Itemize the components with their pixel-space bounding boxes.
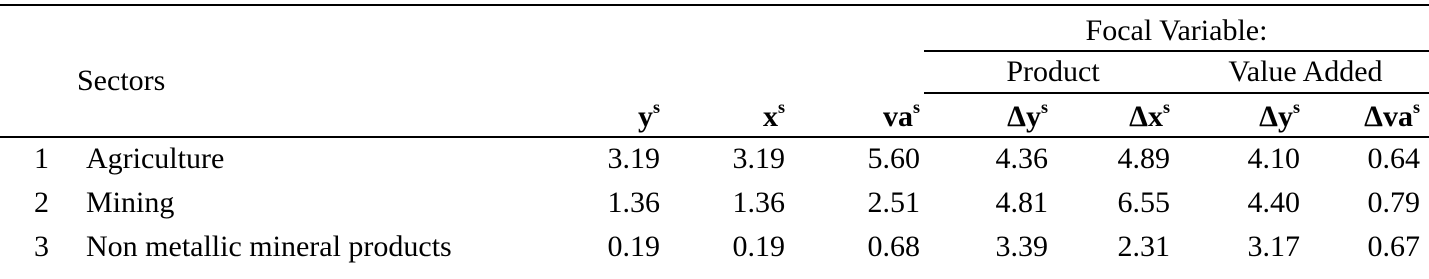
header-value-added: Value Added <box>1228 55 1383 88</box>
col-header-vas: $va^s$ <box>882 97 920 133</box>
subgroup-rule <box>924 92 1429 94</box>
row-sector-name: Mining <box>86 186 175 219</box>
cell-vas: 5.60 <box>867 142 920 175</box>
cell-delta-vas: 0.67 <box>1367 230 1420 263</box>
col-header-delta-vas: Δva$^s$ <box>1364 97 1420 133</box>
cell-delta-xs: 2.31 <box>1117 230 1170 263</box>
cell-xs: 0.19 <box>732 230 785 263</box>
col-header-xs: $x^s$ <box>762 97 785 133</box>
cell-delta-ys-va: 3.17 <box>1247 230 1300 263</box>
focal-rule <box>924 50 1429 52</box>
cell-delta-ys: 4.36 <box>995 142 1048 175</box>
header-bottom-rule <box>0 136 1429 138</box>
top-rule <box>0 4 1429 6</box>
cell-delta-ys-va: 4.10 <box>1247 142 1300 175</box>
cell-delta-ys: 3.39 <box>995 230 1048 263</box>
col-header-ys: $y^s$ <box>637 97 660 133</box>
cell-xs: 3.19 <box>732 142 785 175</box>
cell-delta-xs: 6.55 <box>1117 186 1170 219</box>
cell-ys: 1.36 <box>607 186 660 219</box>
col-header-delta-xs: $\Delta x^s$ <box>1129 97 1170 133</box>
row-number: 2 <box>34 186 49 219</box>
cell-delta-ys: 4.81 <box>995 186 1048 219</box>
row-sector-name: Agriculture <box>86 142 225 175</box>
cell-ys: 0.19 <box>607 230 660 263</box>
header-sectors: Sectors <box>77 64 166 97</box>
cell-delta-ys-va: 4.40 <box>1247 186 1300 219</box>
cell-ys: 3.19 <box>607 142 660 175</box>
row-sector-name: Non metallic mineral products <box>86 230 452 263</box>
header-focal-variable: Focal Variable: <box>1085 14 1268 47</box>
cell-delta-vas: 0.64 <box>1367 142 1420 175</box>
row-number: 1 <box>34 142 49 175</box>
col-header-delta-ys: $\Delta y^s$ <box>1007 97 1048 133</box>
row-number: 3 <box>34 230 49 263</box>
col-header-delta-ys-va: $\Delta y^s$ <box>1259 97 1300 133</box>
cell-delta-xs: 4.89 <box>1117 142 1170 175</box>
cell-delta-vas: 0.79 <box>1367 186 1420 219</box>
header-product: Product <box>1006 55 1100 88</box>
cell-vas: 0.68 <box>867 230 920 263</box>
cell-xs: 1.36 <box>732 186 785 219</box>
cell-vas: 2.51 <box>867 186 920 219</box>
